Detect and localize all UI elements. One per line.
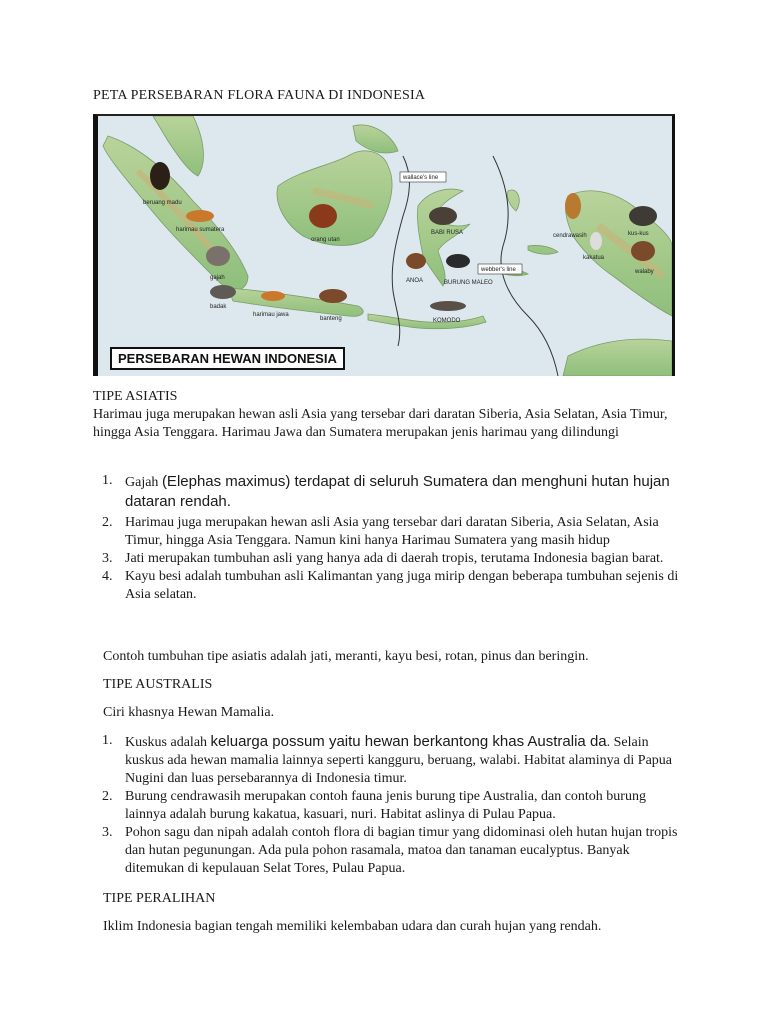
list-item — [93, 472, 683, 512]
label-beruang-madu: beruang madu — [143, 200, 182, 206]
label-anoa: ANOA — [406, 278, 424, 284]
burung-maleo-icon — [446, 254, 470, 268]
label-komodo: KOMODO — [433, 318, 461, 324]
banteng-icon — [319, 289, 347, 303]
list-item — [93, 550, 683, 568]
badak-icon — [210, 285, 236, 299]
label-badak: badak — [210, 304, 227, 310]
list-item — [93, 568, 683, 604]
item-text: Pohon sagu dan nipah adalah contoh flora di bagian timur yang didominasi oleh hutan hujan tropis dan hutan pegunungan. Ada pula pohon rasamala, matoa dan tanaman eucalyptus. Banyak ditemukan di kepulauan Selat Tores, Pulau Papua. — [125, 825, 678, 876]
kakatua-icon — [590, 232, 602, 250]
item-number: 3. — [102, 551, 113, 566]
item-number: 2. — [102, 789, 113, 804]
wallace-line-label: wallace's line — [403, 175, 439, 181]
item-text: Jati merupakan tumbuhan asli yang hanya ada di daerah tropis, terutama Indonesia bagian barat. — [125, 551, 664, 566]
harimau-jawa-icon — [261, 291, 285, 301]
item-text: . Selain kuskus ada hewan mamalia lainnya seperti kangguru, beruang, walabi. Habitat alaminya di Papua Nugini dan luas persebarannya di Indonesia timur. — [125, 735, 672, 786]
item-lead: Gajah — [125, 475, 162, 490]
label-babi-rusa: BABI RUSA — [431, 230, 464, 236]
label-cendrawasih: cendrawasih — [553, 233, 587, 239]
asiatis-list — [93, 472, 683, 604]
item-number: 1. — [102, 473, 113, 488]
distribution-map — [93, 114, 675, 376]
walaby-icon — [631, 241, 655, 261]
page-title: PETA PERSEBARAN FLORA FAUNA DI INDONESIA — [93, 88, 426, 103]
webber-line-label: webber's line — [481, 267, 516, 273]
asiatis-closing: Contoh tumbuhan tipe asiatis adalah jati, meranti, kayu besi, rotan, pinus dan beringin. — [103, 649, 589, 664]
cendrawasih-icon — [565, 193, 581, 219]
beruang-madu-icon — [150, 162, 170, 190]
asiatis-heading: TIPE ASIATIS — [93, 389, 178, 404]
item-text: (Elephas maximus) terdapat di seluruh Sumatera dan menghuni hutan hujan dataran rendah. — [125, 473, 670, 510]
label-harimau-sumatera: harimau sumatera — [176, 227, 225, 233]
item-lead: Kuskus adalah — [125, 735, 211, 750]
label-kus-kus: kus-kus — [628, 231, 649, 237]
item-text: Burung cendrawasih merupakan contoh fauna jenis burung tipe Australia, dan contoh burung lainnya adalah burung kakatua, kasuari, nuri. Habitat aslinya di Pulau Papua. — [125, 789, 646, 822]
item-text: Harimau juga merupakan hewan asli Asia yang tersebar dari daratan Siberia, Asia Selatan, Asia Timur, hingga Asia Tenggara. Namun kini hanya Harimau Sumatera yang masih hidup — [125, 515, 659, 548]
label-orang-utan: orang utan — [311, 237, 340, 243]
komodo-icon — [430, 301, 466, 311]
label-gajah: gajah — [210, 275, 225, 281]
babi-rusa-icon — [429, 207, 457, 225]
item-number: 1. — [102, 733, 113, 748]
label-harimau-jawa: harimau jawa — [253, 312, 289, 318]
label-banteng: banteng — [320, 316, 342, 322]
item-text: Kayu besi adalah tumbuhan asli Kalimantan yang juga mirip dengan beberapa tumbuhan sejenis di Asia selatan. — [125, 569, 679, 602]
anoa-icon — [406, 253, 426, 269]
item-number: 4. — [102, 569, 113, 584]
list-item — [93, 824, 683, 878]
australis-heading: TIPE AUSTRALIS — [103, 677, 213, 692]
harimau-sumatera-icon — [186, 210, 214, 222]
australis-intro: Ciri khasnya Hewan Mamalia. — [103, 705, 275, 720]
item-text-sans: keluarga possum yaitu hewan berkantong khas Australia da — [210, 733, 607, 750]
list-item — [93, 514, 683, 550]
label-walaby: walaby — [635, 269, 654, 275]
peralihan-heading: TIPE PERALIHAN — [103, 891, 216, 906]
label-burung-maleo: BURUNG MALEO — [444, 280, 493, 286]
australis-list — [93, 732, 683, 878]
kus-kus-icon — [629, 206, 657, 226]
indonesia-map-graphic — [98, 116, 672, 376]
list-item — [93, 732, 683, 788]
item-number: 2. — [102, 515, 113, 530]
asiatis-intro: Harimau juga merupakan hewan asli Asia yang tersebar dari daratan Siberia, Asia Selatan, Asia Timur, hingga Asia Tenggara. Harimau Jawa dan Sumatera merupakan jenis harimau yang dilindungi — [93, 407, 668, 440]
label-kakatua: kakatua — [583, 255, 605, 261]
orang-utan-icon — [309, 204, 337, 228]
peralihan-intro: Iklim Indonesia bagian tengah memiliki kelembaban udara dan curah hujan yang rendah. — [103, 919, 602, 934]
map-banner: PERSEBARAN HEWAN INDONESIA — [110, 347, 345, 370]
item-number: 3. — [102, 825, 113, 840]
gajah-icon — [206, 246, 230, 266]
list-item — [93, 788, 683, 824]
